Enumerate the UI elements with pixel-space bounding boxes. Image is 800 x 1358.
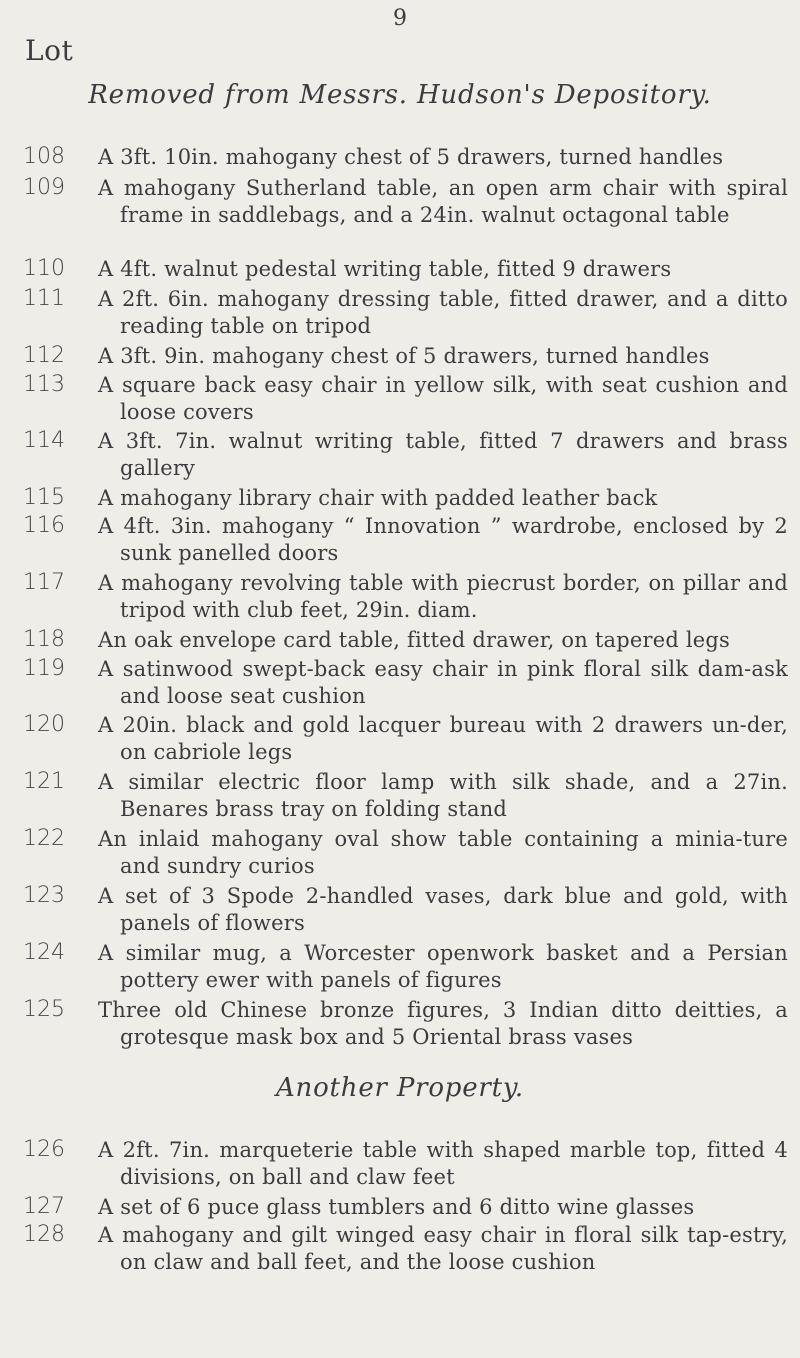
lot-number: 127 [23,1194,65,1219]
lot-description: A 4ft. 3in. mahogany “ Innovation ” wardrobe, enclosed by 2 sunk panelled doors [98,514,788,565]
lot-number: 122 [23,826,65,851]
lot-description: A 3ft. 7in. walnut writing table, fitted 7 drawers and brass gallery [98,429,788,480]
lot-number: 128 [23,1222,65,1247]
lot-number: 118 [23,627,65,652]
lot-description: A 3ft. 10in. mahogany chest of 5 drawers, turned handles [98,145,724,169]
lot-number: 108 [23,144,65,169]
lot-description: A mahogany Sutherland table, an open arm chair with spiral frame in saddlebags, and a 24in. walnut octagonal table [98,176,788,227]
lot-number: 119 [23,656,65,681]
lot-description: A 2ft. 6in. mahogany dressing table, fitted drawer, and a ditto reading table on tripod [98,287,788,338]
lot-description: A set of 3 Spode 2-handled vases, dark blue and gold, with panels of flowers [98,884,788,935]
lot-description: A mahogany library chair with padded leather back [98,486,658,510]
lot-number: 111 [23,286,65,311]
lot-number: 114 [23,428,65,453]
lot-number: 124 [23,940,65,965]
lot-description: An inlaid mahogany oval show table containing a minia-ture and sundry curios [98,827,788,878]
lot-description: A 4ft. walnut pedestal writing table, fitted 9 drawers [98,257,672,281]
lot-description: A 3ft. 9in. mahogany chest of 5 drawers, turned handles [98,344,710,368]
lot-description: A similar electric floor lamp with silk shade, and a 27in. Benares brass tray on folding stand [98,770,788,821]
lot-description: A 20in. black and gold lacquer bureau with 2 drawers un-der, on cabriole legs [98,713,788,764]
lot-number: 123 [23,883,65,908]
lot-number: 115 [23,485,65,510]
lot-description: A satinwood swept-back easy chair in pink floral silk dam-ask and loose seat cushion [98,657,788,708]
lot-description: A similar mug, a Worcester openwork basket and a Persian pottery ewer with panels of figures [98,941,788,992]
section-title: Removed from Messrs. Hudson's Depository. [88,80,712,110]
lot-column-heading: Lot [25,34,74,67]
lot-number: 116 [23,513,65,538]
lot-number: 113 [23,372,65,397]
lot-description: A mahogany revolving table with piecrust border, on pillar and tripod with club feet, 29in. diam. [98,571,788,622]
lot-number: 125 [23,997,65,1022]
lot-description: A mahogany and gilt winged easy chair in floral silk tap-estry, on claw and ball feet, and the loose cushion [98,1223,788,1274]
page-number: 9 [393,6,407,31]
lot-number: 117 [23,570,65,595]
lot-description: A square back easy chair in yellow silk, with seat cushion and loose covers [98,373,788,424]
lot-number: 120 [23,712,65,737]
lot-description: Three old Chinese bronze figures, 3 Indian ditto deitties, a grotesque mask box and 5 Oriental brass vases [98,998,788,1049]
lot-number: 112 [23,343,65,368]
section-title: Another Property. [275,1073,525,1103]
lot-number: 121 [23,769,65,794]
lot-number: 126 [23,1137,65,1162]
lot-description: A set of 6 puce glass tumblers and 6 ditto wine glasses [98,1195,695,1219]
lot-number: 110 [23,256,65,281]
lot-description: An oak envelope card table, fitted drawer, on tapered legs [98,628,731,652]
lot-number: 109 [23,175,65,200]
lot-description: A 2ft. 7in. marqueterie table with shaped marble top, fitted 4 divisions, on ball and claw feet [98,1138,788,1189]
